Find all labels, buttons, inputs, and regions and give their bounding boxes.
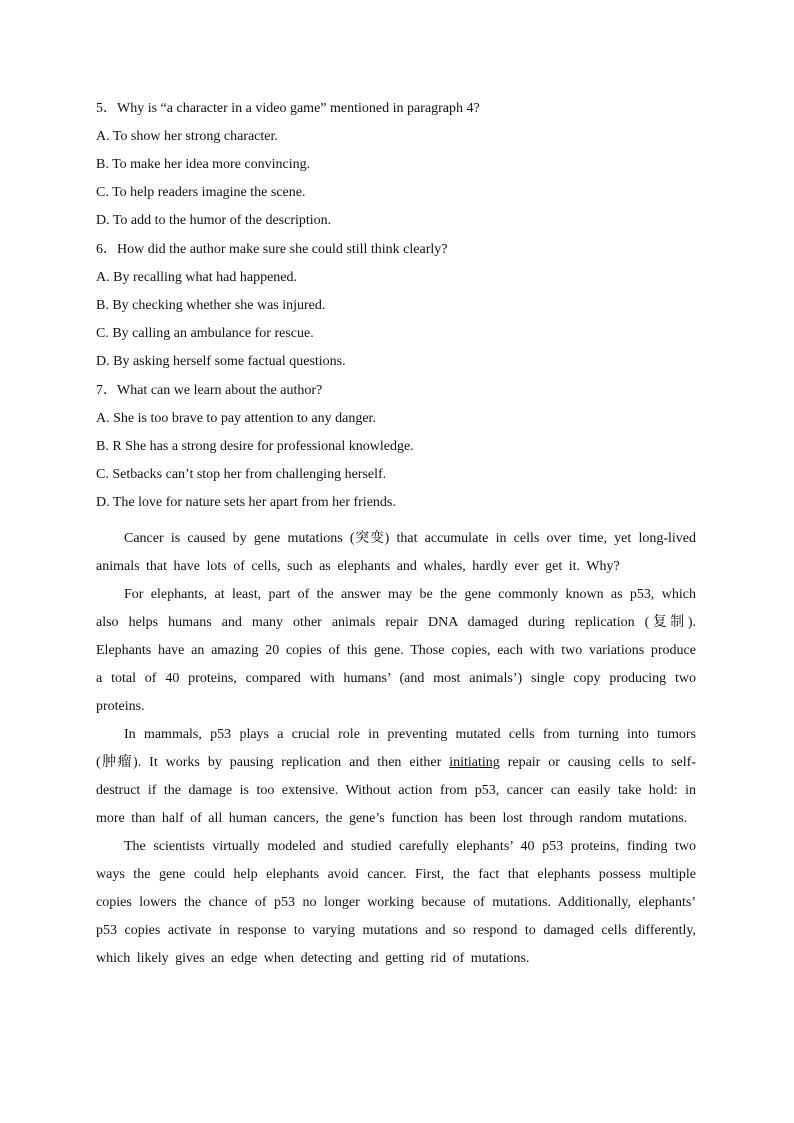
question-stem: 7．What can we learn about the author? bbox=[96, 383, 323, 398]
option-c: C. Setbacks can’t stop her from challenging herself. bbox=[96, 467, 387, 482]
paragraph-text: repair or causing cells to self-destruct if the damage is too extensive. Without action from p53, cancer can easily take hold: in more than half of all human cancers, the gene’s function has been lost through random mutations. bbox=[96, 755, 696, 826]
option-a: A. She is too brave to pay attention to any danger. bbox=[96, 411, 376, 426]
option-c: C. By calling an ambulance for rescue. bbox=[96, 326, 314, 341]
passage-paragraph-2: For elephants, at least, part of the answer may be the gene commonly known as p53, which also helps humans and many other animals repair DNA damaged during replication (复制). Elephants have an amazing 20 copies of this gene. Those copies, each with two variations produce a total of 40 proteins, compared with humans’ (and most animals’) single copy producing two proteins. bbox=[96, 587, 696, 714]
passage-paragraph-1: Cancer is caused by gene mutations (突变) that accumulate in cells over time, yet long-lived animals that have lots of cells, such as elephants and whales, hardly ever get it. Why? bbox=[96, 531, 696, 574]
reading-passage bbox=[96, 525, 696, 973]
option-a: A. To show her strong character. bbox=[96, 129, 278, 144]
option-d: D. By asking herself some factual questions. bbox=[96, 354, 346, 369]
paragraph-text: In mammals, p53 plays a crucial role in preventing mutated cells from turning into tumors (肿瘤). It works by pausing replication and then either bbox=[96, 727, 696, 770]
option-d: D. The love for nature sets her apart from her friends. bbox=[96, 495, 396, 510]
document-page bbox=[96, 94, 696, 973]
question-5 bbox=[96, 95, 696, 235]
option-a: A. By recalling what had happened. bbox=[96, 270, 297, 285]
question-6 bbox=[96, 236, 696, 376]
underlined-word: initiating bbox=[449, 755, 500, 770]
passage-paragraph-4: The scientists virtually modeled and studied carefully elephants’ 40 p53 proteins, finding two ways the gene could help elephants avoid cancer. First, the fact that elephants possess multiple copies lowers the chance of p53 no longer working because of mutations. Additionally, elephants’ p53 copies activate in response to varying mutations and so respond to damaged cells differently, which likely gives an edge when detecting and getting rid of mutations. bbox=[96, 839, 696, 966]
question-stem: 5．Why is “a character in a video game” mentioned in paragraph 4? bbox=[96, 101, 480, 116]
question-7 bbox=[96, 377, 696, 517]
option-b: B. R She has a strong desire for professional knowledge. bbox=[96, 439, 414, 454]
option-b: B. By checking whether she was injured. bbox=[96, 298, 326, 313]
option-c: C. To help readers imagine the scene. bbox=[96, 185, 306, 200]
option-d: D. To add to the humor of the description. bbox=[96, 213, 332, 228]
question-stem: 6．How did the author make sure she could still think clearly? bbox=[96, 242, 448, 257]
passage-paragraph-3 bbox=[96, 721, 696, 833]
option-b: B. To make her idea more convincing. bbox=[96, 157, 311, 172]
